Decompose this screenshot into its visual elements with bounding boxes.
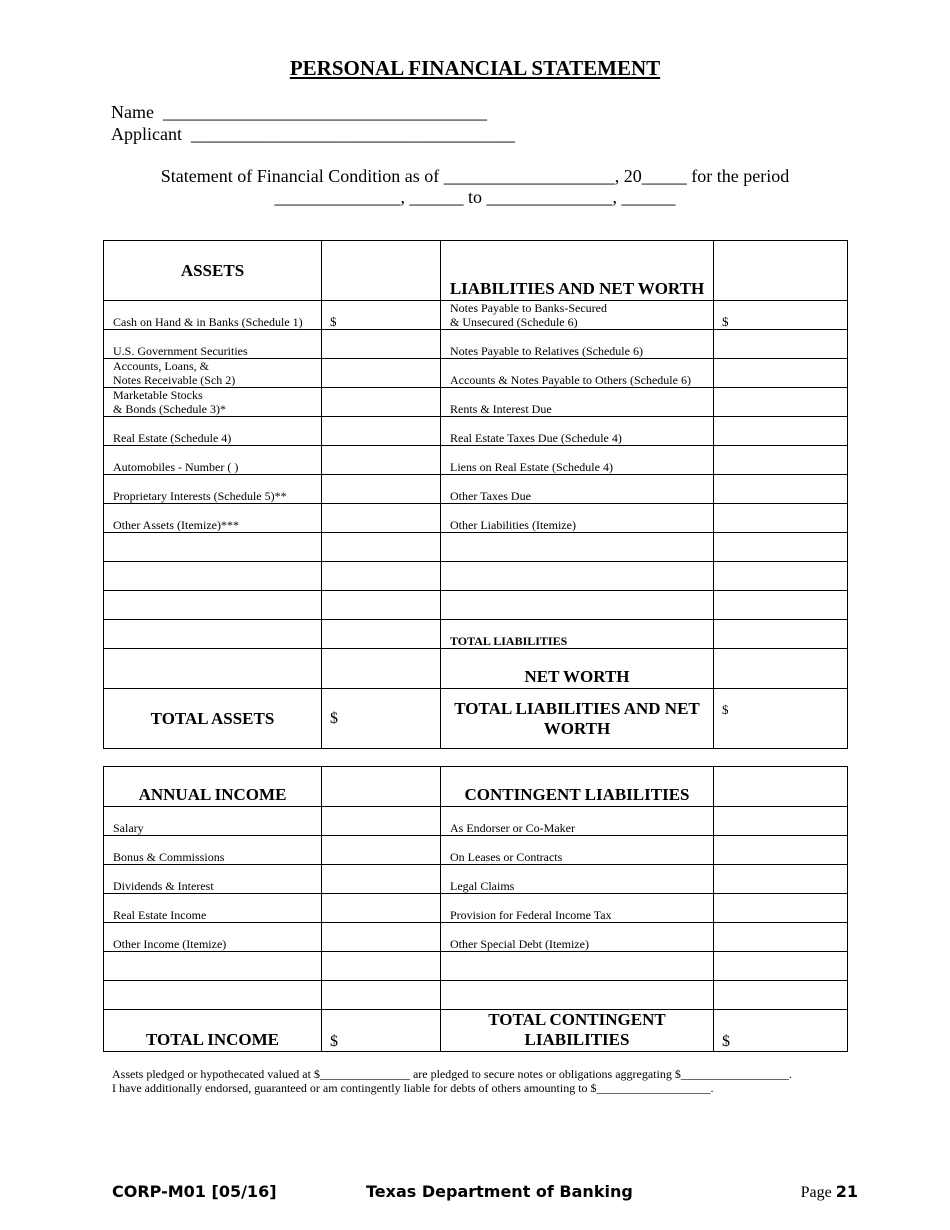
- table-row: [104, 562, 848, 591]
- blank-cell[interactable]: [322, 649, 441, 689]
- liability-value[interactable]: [714, 504, 848, 533]
- applicant-line[interactable]: Applicant ____________________________________: [111, 124, 515, 144]
- table-row: [104, 807, 848, 836]
- total-contingent-liabilities-value[interactable]: $: [714, 1010, 848, 1052]
- total-contingent-liabilities-label: TOTAL CONTINGENT LIABILITIES: [441, 1010, 714, 1052]
- income-value[interactable]: [322, 865, 441, 894]
- liability-label: [441, 591, 714, 620]
- income-header-value-cell: [322, 767, 441, 807]
- blank-cell: [104, 620, 322, 649]
- income-label: Dividends & Interest: [104, 865, 322, 894]
- statement-period-line-1: Statement of Financial Condition as of ___________________, 20_____ for the period: [160, 166, 790, 186]
- asset-value[interactable]: [322, 388, 441, 417]
- asset-value[interactable]: [322, 446, 441, 475]
- liability-value[interactable]: [714, 359, 848, 388]
- income-label: [104, 952, 322, 981]
- table-row: [104, 504, 848, 533]
- liability-value[interactable]: [714, 388, 848, 417]
- liability-value[interactable]: [714, 417, 848, 446]
- contingent-liability-note: I have additionally endorsed, guaranteed or am contingently liable for debts of others amounting to $___________________.: [112, 1081, 714, 1095]
- department-name: Texas Department of Banking: [366, 1182, 633, 1201]
- asset-label: [104, 591, 322, 620]
- income-label: Real Estate Income: [104, 894, 322, 923]
- liability-label: Rents & Interest Due: [441, 388, 714, 417]
- contingent-label: [441, 952, 714, 981]
- contingent-label: Other Special Debt (Itemize): [441, 923, 714, 952]
- contingent-label: On Leases or Contracts: [441, 836, 714, 865]
- income-value[interactable]: [322, 981, 441, 1010]
- asset-label: U.S. Government Securities: [104, 330, 322, 359]
- liability-value[interactable]: [714, 446, 848, 475]
- assets-header-value-cell: [322, 241, 441, 301]
- asset-value[interactable]: [322, 475, 441, 504]
- total-liabilities-net-worth-value[interactable]: $: [714, 689, 848, 749]
- liability-value[interactable]: [714, 562, 848, 591]
- total-liabilities-label: TOTAL LIABILITIES: [441, 620, 714, 649]
- contingent-liabilities-header: CONTINGENT LIABILITIES: [441, 767, 714, 807]
- liabilities-header-value-cell: [714, 241, 848, 301]
- asset-value[interactable]: [322, 330, 441, 359]
- liability-label: Accounts & Notes Payable to Others (Schedule 6): [441, 359, 714, 388]
- income-value[interactable]: [322, 952, 441, 981]
- contingent-value[interactable]: [714, 865, 848, 894]
- table-row: [104, 836, 848, 865]
- asset-label: [104, 562, 322, 591]
- table-row: [104, 981, 848, 1010]
- page-number-value: 21: [835, 1182, 858, 1201]
- table-row: [104, 865, 848, 894]
- contingent-label: [441, 981, 714, 1010]
- total-income-label: TOTAL INCOME: [104, 1010, 322, 1052]
- table-row: [104, 923, 848, 952]
- income-value[interactable]: [322, 923, 441, 952]
- asset-value[interactable]: $: [322, 301, 441, 330]
- asset-label: [104, 533, 322, 562]
- income-label: Bonus & Commissions: [104, 836, 322, 865]
- contingent-value[interactable]: [714, 894, 848, 923]
- page-label: Page: [800, 1184, 832, 1201]
- total-assets-label: TOTAL ASSETS: [104, 689, 322, 749]
- asset-value[interactable]: [322, 504, 441, 533]
- income-contingent-table: [103, 766, 848, 1052]
- table-row: [104, 533, 848, 562]
- contingent-label: As Endorser or Co-Maker: [441, 807, 714, 836]
- net-worth-value[interactable]: [714, 649, 848, 689]
- liability-label: Other Liabilities (Itemize): [441, 504, 714, 533]
- contingent-header-value-cell: [714, 767, 848, 807]
- table-row: [104, 894, 848, 923]
- assets-header: ASSETS: [104, 241, 322, 301]
- contingent-label: Legal Claims: [441, 865, 714, 894]
- asset-label: Other Assets (Itemize)***: [104, 504, 322, 533]
- liability-label: Real Estate Taxes Due (Schedule 4): [441, 417, 714, 446]
- table-row: [104, 330, 848, 359]
- contingent-label: Provision for Federal Income Tax: [441, 894, 714, 923]
- liability-label: Notes Payable to Banks-Secured & Unsecured (Schedule 6): [441, 301, 714, 330]
- asset-value[interactable]: [322, 533, 441, 562]
- table-row: [104, 359, 848, 388]
- total-income-value[interactable]: $: [322, 1010, 441, 1052]
- liability-value[interactable]: [714, 330, 848, 359]
- page-title: PERSONAL FINANCIAL STATEMENT: [289, 56, 661, 80]
- liability-value[interactable]: [714, 591, 848, 620]
- asset-label: Real Estate (Schedule 4): [104, 417, 322, 446]
- liability-value[interactable]: [714, 533, 848, 562]
- form-code: CORP-M01 [05/16]: [112, 1182, 277, 1201]
- table-row: [104, 952, 848, 981]
- liability-label: [441, 533, 714, 562]
- blank-cell[interactable]: [322, 620, 441, 649]
- contingent-value[interactable]: [714, 807, 848, 836]
- asset-label: Proprietary Interests (Schedule 5)**: [104, 475, 322, 504]
- income-value[interactable]: [322, 836, 441, 865]
- contingent-value[interactable]: [714, 836, 848, 865]
- table-row: [104, 446, 848, 475]
- table-row: [104, 301, 848, 330]
- asset-label: Cash on Hand & in Banks (Schedule 1): [104, 301, 322, 330]
- table-row: [104, 475, 848, 504]
- table-row: [104, 591, 848, 620]
- income-value[interactable]: [322, 807, 441, 836]
- table-row: [104, 388, 848, 417]
- income-label: Salary: [104, 807, 322, 836]
- total-assets-value[interactable]: $: [322, 689, 441, 749]
- asset-value[interactable]: [322, 591, 441, 620]
- contingent-value[interactable]: [714, 981, 848, 1010]
- income-value[interactable]: [322, 894, 441, 923]
- liability-label: Other Taxes Due: [441, 475, 714, 504]
- assets-liabilities-table: [103, 240, 848, 749]
- asset-label: Marketable Stocks & Bonds (Schedule 3)*: [104, 388, 322, 417]
- asset-value[interactable]: [322, 359, 441, 388]
- annual-income-header: ANNUAL INCOME: [104, 767, 322, 807]
- liabilities-header: LIABILITIES AND NET WORTH: [441, 241, 714, 301]
- income-label: Other Income (Itemize): [104, 923, 322, 952]
- name-line[interactable]: Name ____________________________________: [111, 102, 487, 122]
- net-worth-label: NET WORTH: [441, 649, 714, 689]
- pledged-assets-note: Assets pledged or hypothecated valued at $_______________ are pledged to secure notes or obligations aggregating $__________________.: [112, 1067, 792, 1081]
- liability-label: Notes Payable to Relatives (Schedule 6): [441, 330, 714, 359]
- total-liabilities-value[interactable]: [714, 620, 848, 649]
- blank-cell: [104, 649, 322, 689]
- income-label: [104, 981, 322, 1010]
- asset-label: Accounts, Loans, & Notes Receivable (Sch 2): [104, 359, 322, 388]
- liability-value[interactable]: [714, 475, 848, 504]
- asset-value[interactable]: [322, 417, 441, 446]
- total-liabilities-net-worth-label: TOTAL LIABILITIES AND NET WORTH: [441, 689, 714, 749]
- asset-value[interactable]: [322, 562, 441, 591]
- liability-label: Liens on Real Estate (Schedule 4): [441, 446, 714, 475]
- liability-label: [441, 562, 714, 591]
- page-number: [801, 1182, 858, 1202]
- contingent-value[interactable]: [714, 923, 848, 952]
- statement-period-line-2: ______________, ______ to ______________, ______: [274, 187, 676, 207]
- contingent-value[interactable]: [714, 952, 848, 981]
- liability-value[interactable]: $: [714, 301, 848, 330]
- table-row: [104, 417, 848, 446]
- asset-label: Automobiles - Number ( ): [104, 446, 322, 475]
